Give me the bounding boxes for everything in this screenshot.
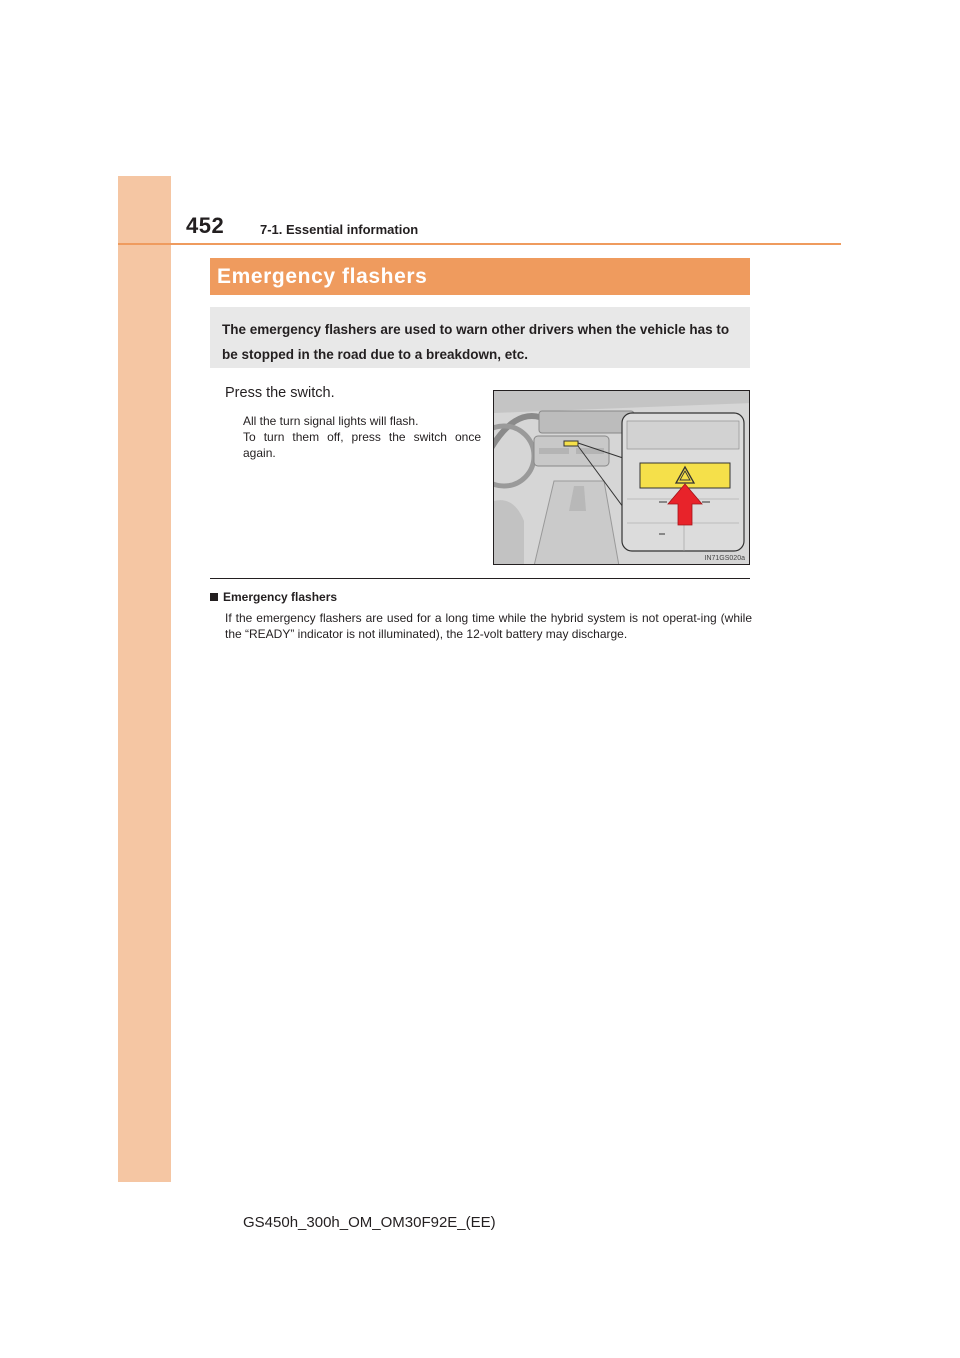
dashboard-illustration: [493, 390, 750, 565]
note-heading-text: Emergency flashers: [223, 590, 338, 604]
step-note: [243, 413, 481, 461]
step-note-line-1: All the turn signal lights will flash.: [243, 414, 419, 428]
intro-box: The emergency flashers are used to warn other drivers when the vehicle has to be stopped in the road due to a breakdown, etc.: [210, 307, 750, 368]
document-code: GS450h_300h_OM_OM30F92E_(EE): [243, 1214, 496, 1231]
figure-code: IN71GS020a: [704, 555, 745, 562]
dashboard-drawing: [494, 391, 750, 565]
step-instruction: Press the switch.: [225, 385, 335, 401]
header-rule: [118, 243, 841, 245]
note-body: If the emergency flashers are used for a long time while the hybrid system is not operat-ing (while the “READY” indicator is not illuminated), the 12-volt battery may discharge.: [225, 611, 752, 641]
square-bullet-icon: [210, 593, 218, 601]
note-heading: [210, 590, 337, 604]
topic-title: Emergency flashers: [217, 264, 428, 288]
page-side-tab: [118, 176, 171, 1182]
page-number: 452: [186, 213, 225, 238]
section-rule: [210, 578, 750, 579]
topic-title-bar: [210, 258, 750, 295]
step-note-line-2: To turn them off, press the switch once again.: [243, 430, 481, 460]
section-title: 7-1. Essential information: [260, 222, 419, 237]
